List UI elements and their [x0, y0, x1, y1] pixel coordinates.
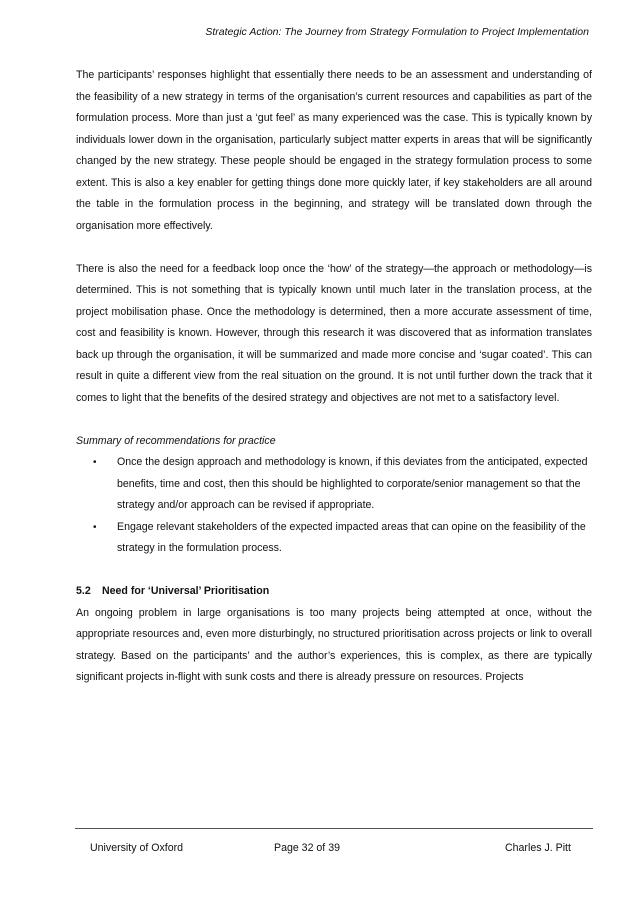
- footer-divider: [75, 828, 593, 829]
- recommendations-list: [76, 452, 592, 560]
- bullet-icon: •: [93, 521, 97, 533]
- page-content: [76, 65, 592, 689]
- list-item: [76, 517, 592, 560]
- body-paragraph: The participants’ responses highlight that essentially there needs to be an assessment and understanding of the feasibility of a new strategy in terms of the organisation’s current resources and capabilities as part of the formulation process. More than just a ‘gut feel’ as many experienced was the case. This is typically known by individuals lower down in the organisation, particularly subject matter experts in areas that will be significantly changed by the new strategy. These people should be engaged in the strategy formulation process to some extent. This is also a key enabler for getting things done more quickly later, if key stakeholders are all around the table in the formulation process in the beginning, and strategy will be translated down through the organisation more effectively.: [76, 69, 592, 232]
- body-paragraph: There is also the need for a feedback loop once the ‘how’ of the strategy—the approach or methodology—is determined. This is not something that is typically known until much later in the translation process, at the project mobilisation phase. Once the methodology is determined, then a more accurate assessment of time, cost and feasibility is known. However, through this research it was discovered that as information translates back up through the organisation, it will be summarized and made more concise and ‘sugar coated’. This can result in quite a different view from the real situation on the ground. It is not until further down the track that it comes to light that the benefits of the desired strategy and objectives are not met to a satisfactory level.: [76, 262, 592, 404]
- section-heading: [76, 581, 592, 603]
- footer-author: Charles J. Pitt: [505, 842, 571, 854]
- body-paragraph: An ongoing problem in large organisations is too many projects being attempted at once, without the appropriate resources and, even more disturbingly, no structured prioritisation across projects or link to overall strategy. Based on the participants’ and the author’s experiences, this is complex, as there are typically significant projects in-flight with sunk costs and there is already pressure on resources. Projects: [76, 606, 592, 683]
- running-header: Strategic Action: The Journey from Strategy Formulation to Project Implementation: [205, 26, 589, 38]
- list-item-text: Once the design approach and methodology is known, if this deviates from the anticipated, expected benefits, time and cost, then this should be highlighted to corporate/senior management so that the strategy and/or approach can be revised if appropriate.: [117, 456, 588, 511]
- section-title: Need for ‘Universal’ Prioritisation: [102, 585, 270, 597]
- recommendations-title: Summary of recommendations for practice: [76, 434, 276, 447]
- list-item: [76, 452, 592, 517]
- bullet-icon: •: [93, 457, 97, 468]
- list-item-text: Engage relevant stakeholders of the expected impacted areas that can opine on the feasibility of the strategy in the formulation process.: [117, 520, 586, 554]
- footer-institution: University of Oxford: [90, 842, 184, 854]
- section-number: 5.2: [76, 585, 91, 597]
- page-number: Page 32 of 39: [274, 842, 340, 854]
